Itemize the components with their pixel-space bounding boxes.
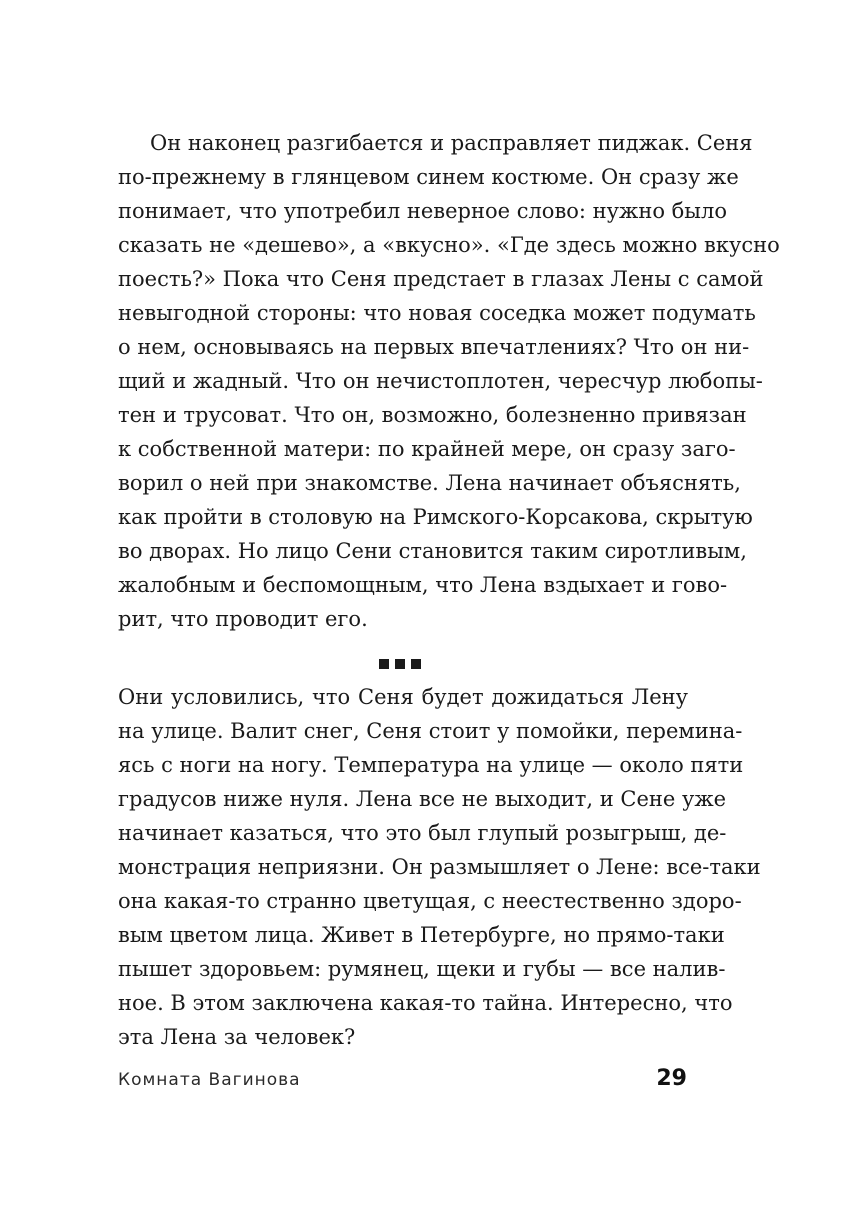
text-line: эта Лена за человек?: [118, 1025, 356, 1049]
page-number: 29: [656, 1066, 687, 1091]
separator-square-icon: [395, 659, 405, 669]
text-line: ное. В этом заключена какая-то тайна. Интересно, что: [118, 991, 733, 1015]
text-line: Он наконец разгибается и расправляет пиджак. Сеня: [150, 131, 753, 155]
text-line: пышет здоровьем: румянец, щеки и губы — все налив-: [118, 957, 726, 981]
paragraph-1: [118, 126, 780, 636]
text-line: рит, что проводит его.: [118, 607, 368, 631]
text-line: тен и трусоват. Что он, возможно, болезненно привязан: [118, 403, 747, 427]
section-separator-icon: [379, 656, 427, 666]
text-line: поесть?» Пока что Сеня предстает в глазах Лены с самой: [118, 267, 764, 291]
text-line: вым цветом лица. Живет в Петербурге, но прямо-таки: [118, 923, 725, 947]
text-line: во дворах. Но лицо Сени становится таким сиротливым,: [118, 539, 747, 563]
text-line: к собственной матери: по крайней мере, он сразу заго-: [118, 437, 736, 461]
text-line: понимает, что употребил неверное слово: нужно было: [118, 199, 727, 223]
paragraph-2: [118, 680, 761, 1054]
separator-square-icon: [379, 659, 389, 669]
text-line: она какая-то странно цветущая, с неестественно здоро-: [118, 889, 742, 913]
text-line: невыгодной стороны: что новая соседка может подумать: [118, 301, 756, 325]
text-line: начинает казаться, что это был глупый розыгрыш, де-: [118, 821, 727, 845]
text-line: Они условились, что Сеня будет дожидаться Лену: [118, 685, 688, 709]
running-footer-title: Комната Вагинова: [118, 1070, 301, 1090]
text-line: сказать не «дешево», а «вкусно». «Где здесь можно вкусно: [118, 233, 780, 257]
text-line: монстрация неприязни. Он размышляет о Лене: все-таки: [118, 855, 761, 879]
text-line: ясь с ноги на ногу. Температура на улице — около пяти: [118, 753, 744, 777]
text-line: на улице. Валит снег, Сеня стоит у помойки, перемина-: [118, 719, 743, 743]
text-line: градусов ниже нуля. Лена все не выходит, и Сене уже: [118, 787, 727, 811]
text-line: ворил о ней при знакомстве. Лена начинает объяснять,: [118, 471, 741, 495]
text-line: жалобным и беспомощным, что Лена вздыхает и гово-: [118, 573, 728, 597]
text-line: о нем, основываясь на первых впечатлениях? Что он ни-: [118, 335, 750, 359]
text-line: щий и жадный. Что он нечистоплотен, чересчур любопы-: [118, 369, 763, 393]
separator-square-icon: [411, 659, 421, 669]
text-line: как пройти в столовую на Римского-Корсакова, скрытую: [118, 505, 753, 529]
text-line: по-прежнему в глянцевом синем костюме. Он сразу же: [118, 165, 739, 189]
